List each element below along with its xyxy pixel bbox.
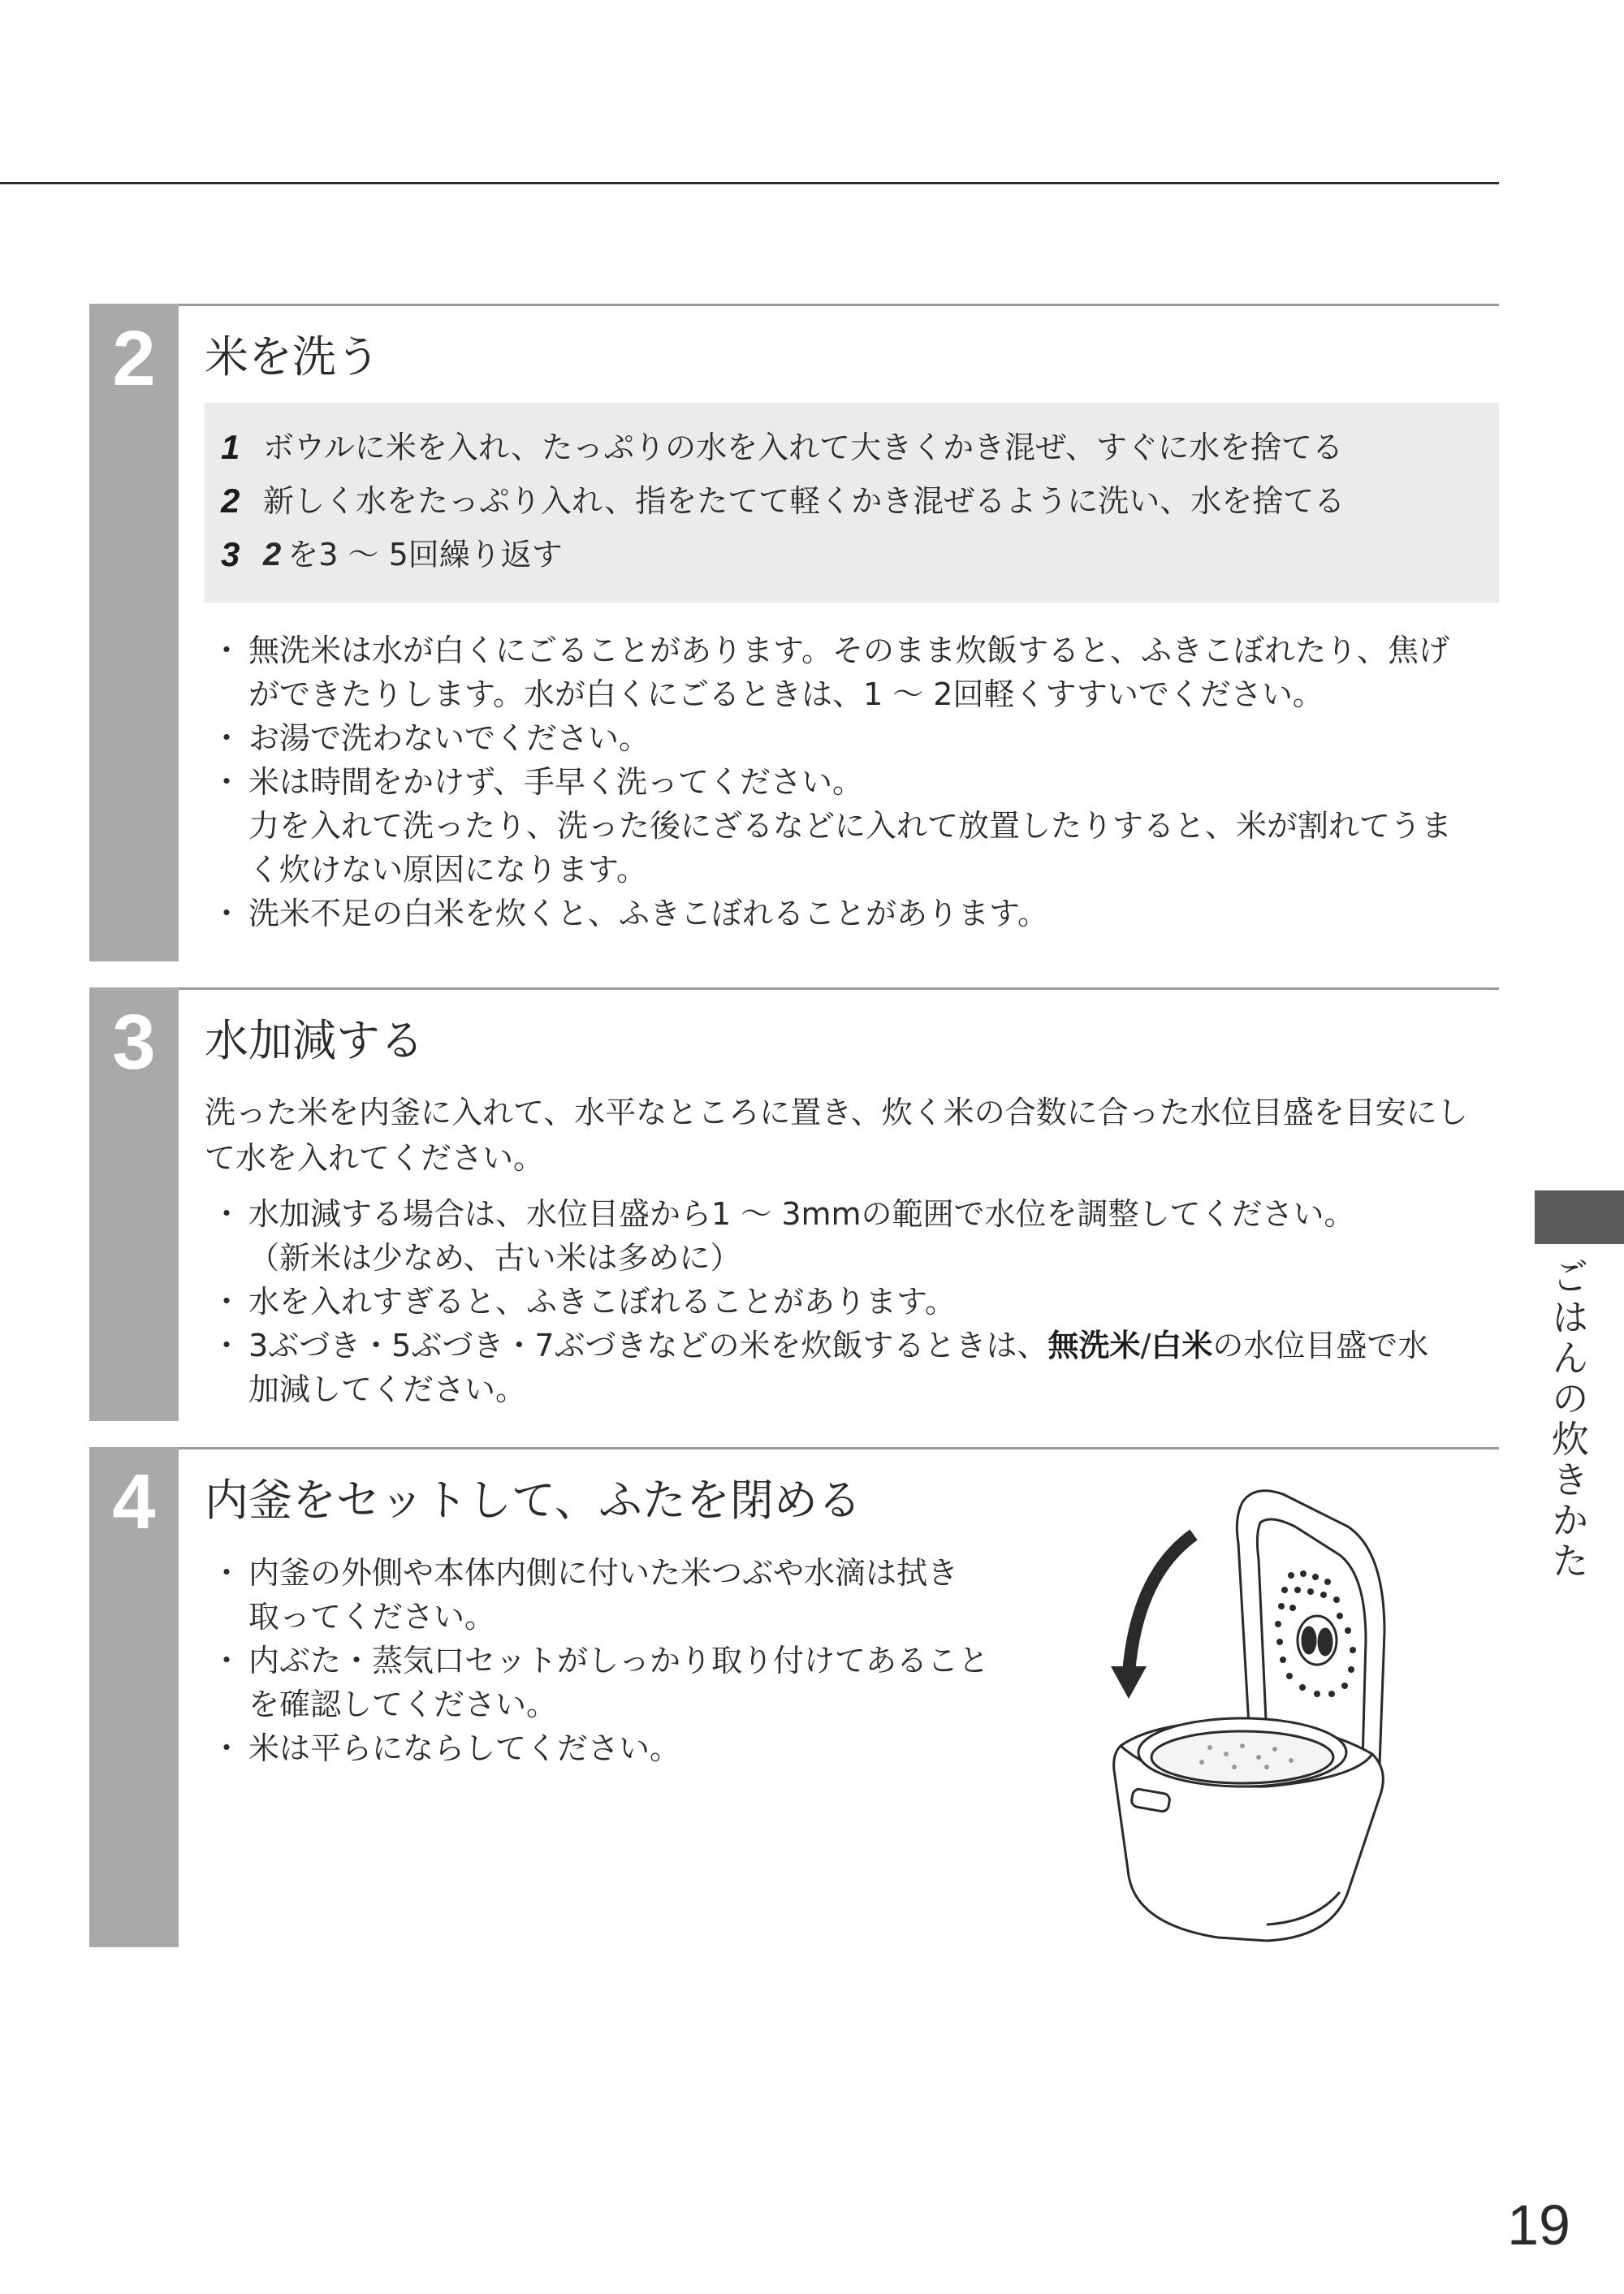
note-item	[211, 892, 1452, 935]
note-line: ・ 水を入れすぎると、ふきこぼれることがあります。	[248, 1284, 956, 1320]
top-rule	[0, 182, 1499, 184]
step-title: 内釜をセットして、ふたを閉める	[205, 1475, 862, 1526]
note-line: ・ お湯で洗わないでください。	[248, 720, 650, 756]
substeps-box	[205, 403, 1499, 603]
note-line	[248, 1324, 1428, 1367]
note-item	[211, 1726, 989, 1770]
substep-number: 3	[221, 535, 240, 573]
substep-item	[221, 474, 1499, 528]
note-item	[211, 1192, 1428, 1280]
separator: /	[1140, 1328, 1151, 1363]
note-item	[211, 1551, 989, 1639]
note-item	[211, 716, 1452, 760]
substep-reference: 2	[263, 537, 282, 572]
note-line: く炊けない原因になります。	[248, 852, 647, 888]
note-item	[211, 1280, 1428, 1324]
paragraph-line: 洗った米を内釜に入れて、水平なところに置き、炊く米の合数に合った水位目盛を目安にし	[205, 1095, 1468, 1130]
chapter-label: ごはんの炊きかた	[1546, 1257, 1590, 1582]
note-line: ・ 米は時間をかけず、手早く洗ってください。	[248, 764, 863, 800]
notes-list	[211, 1192, 1428, 1411]
step-2-section	[89, 304, 1499, 961]
note-line: ができたりします。水が白くにごるときは、1 ～ 2回軽くすすいでください。	[248, 676, 1324, 712]
paragraph-line: て水を入れてください。	[205, 1140, 545, 1176]
substep-text: 新しく水をたっぷり入れ、指をたてて軽くかき混ぜるように洗い、水を捨てる	[263, 483, 1345, 519]
note-line: ・ 水加減する場合は、水位目盛から1 ～ 3mmの範囲で水位を調整してください。	[248, 1196, 1355, 1232]
step-3-section	[89, 987, 1499, 1421]
note-line: ・ 内釜の外側や本体内側に付いた米つぶや水滴は拭き	[248, 1555, 959, 1591]
note-line: ・ 内ぶた・蒸気口セットがしっかり取り付けてあること	[248, 1643, 990, 1678]
step-number: 4	[112, 1458, 156, 1545]
note-line: ・ 米は平らにならしてください。	[248, 1730, 681, 1766]
musenmai-label: 無洗米	[1047, 1328, 1141, 1363]
step-paragraph	[205, 1090, 1468, 1181]
substep-number: 1	[221, 428, 240, 466]
section-divider	[179, 987, 1499, 990]
substep-item	[221, 528, 1499, 581]
notes-list	[211, 1551, 989, 1770]
substep-text: ボウルに米を入れ、たっぷりの水を入れて大きくかき混ぜ、すぐに水を捨てる	[263, 430, 1344, 465]
rice-cooker-illustration	[1104, 1486, 1413, 1957]
note-item	[211, 760, 1452, 892]
substep-number: 2	[221, 482, 240, 520]
step-title: 米を洗う	[205, 331, 380, 382]
note-line: （新米は少なめ、古い米は多めに）	[248, 1240, 741, 1276]
page-number: 19	[1507, 2193, 1570, 2257]
note-item	[211, 1639, 989, 1726]
note-item	[211, 629, 1452, 716]
section-divider	[179, 304, 1499, 306]
note-line: を確認してください。	[248, 1687, 558, 1722]
note-line: 取ってください。	[248, 1599, 496, 1635]
note-text: 3ぶづき・5ぶづき・7ぶづきなどの米を炊飯するときは、	[248, 1328, 1048, 1363]
section-divider	[179, 1447, 1499, 1449]
step-number: 3	[112, 999, 156, 1086]
step-number-bar	[89, 304, 179, 961]
note-item	[211, 1324, 1428, 1411]
step-title: 水加減する	[205, 1015, 424, 1066]
substep-item	[221, 421, 1499, 474]
hakumai-label: 白米	[1151, 1328, 1213, 1363]
note-text: の水位目盛で水	[1212, 1328, 1429, 1363]
notes-list	[211, 629, 1452, 935]
chapter-index-tab	[1535, 1190, 1624, 1244]
note-line: 加減してください。	[248, 1372, 527, 1407]
note-line: ・ 無洗米は水が白くにごることがあります。そのまま炊飯すると、ふきこぼれたり、焦げ	[248, 633, 1449, 668]
note-line: ・ 洗米不足の白米を炊くと、ふきこぼれることがあります。	[248, 896, 1048, 931]
substep-text: を3 ～ 5回繰り返す	[287, 537, 563, 572]
step-number: 2	[112, 315, 156, 402]
note-line: 力を入れて洗ったり、洗った後にざるなどに入れて放置したりすると、米が割れてうま	[248, 808, 1453, 844]
